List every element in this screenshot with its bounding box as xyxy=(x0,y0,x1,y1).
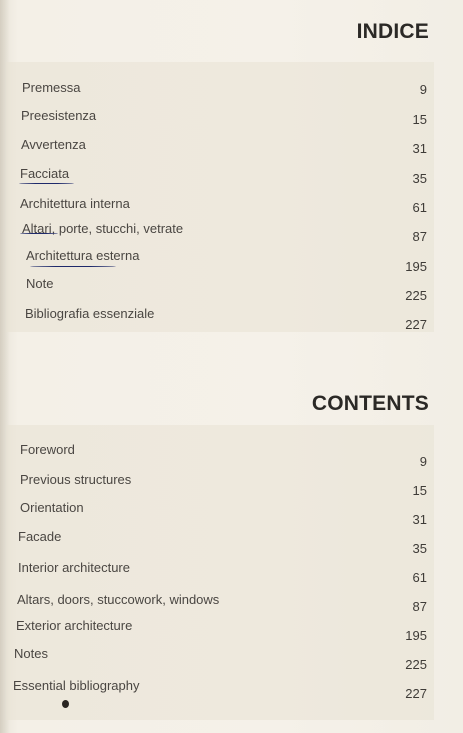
contents-item-label: Exterior architecture xyxy=(16,618,133,633)
contents-item-page: 227 xyxy=(405,686,427,701)
indice-item-label: Architettura esterna xyxy=(26,248,140,263)
pen-underline xyxy=(30,266,116,267)
indice-item-page: 87 xyxy=(412,229,427,244)
ink-spot xyxy=(62,700,69,708)
indice-item-label: Avvertenza xyxy=(21,137,86,152)
indice-item-label: Facciata xyxy=(20,166,70,181)
contents-item-label: Orientation xyxy=(20,500,84,515)
contents-item-label: Notes xyxy=(14,646,48,661)
contents-item-page: 35 xyxy=(412,541,427,556)
contents-item-page: 195 xyxy=(405,628,427,643)
indice-item-page: 35 xyxy=(412,171,427,186)
indice-item-label: Preesistenza xyxy=(21,108,97,123)
indice-item-label: Note xyxy=(26,276,54,291)
contents-item-label: Foreword xyxy=(20,442,75,457)
indice-item-page: 31 xyxy=(412,141,427,156)
pen-underline xyxy=(20,233,58,234)
indice-item-page: 225 xyxy=(405,288,427,303)
indice-item-page: 9 xyxy=(419,82,427,97)
contents-item-page: 61 xyxy=(412,570,427,585)
indice-item-page: 227 xyxy=(405,317,427,332)
indice-item-page: 15 xyxy=(412,112,427,127)
indice-item-page: 61 xyxy=(412,200,427,215)
contents-item-label: Essential bibliography xyxy=(13,678,140,693)
indice-item-label: Altari, porte, stucchi, vetrate xyxy=(22,221,184,236)
indice-item-page: 195 xyxy=(405,259,427,274)
indice-item-label: Architettura interna xyxy=(20,196,130,211)
contents-heading: CONTENTS xyxy=(311,392,429,415)
contents-item-label: Facade xyxy=(18,529,62,544)
contents-item-page: 87 xyxy=(412,599,427,614)
pen-underline xyxy=(19,183,74,184)
indice-heading: INDICE xyxy=(356,20,429,43)
contents-item-page: 31 xyxy=(412,512,427,527)
contents-item-label: Interior architecture xyxy=(18,560,130,575)
indice-item-label: Bibliografia essenziale xyxy=(25,306,155,321)
contents-item-page: 15 xyxy=(412,483,427,498)
contents-item-page: 225 xyxy=(405,657,427,672)
contents-item-page: 9 xyxy=(419,454,427,469)
indice-item-label: Premessa xyxy=(22,80,81,95)
contents-item-label: Previous structures xyxy=(20,472,132,487)
contents-item-label: Altars, doors, stuccowork, windows xyxy=(17,592,220,607)
